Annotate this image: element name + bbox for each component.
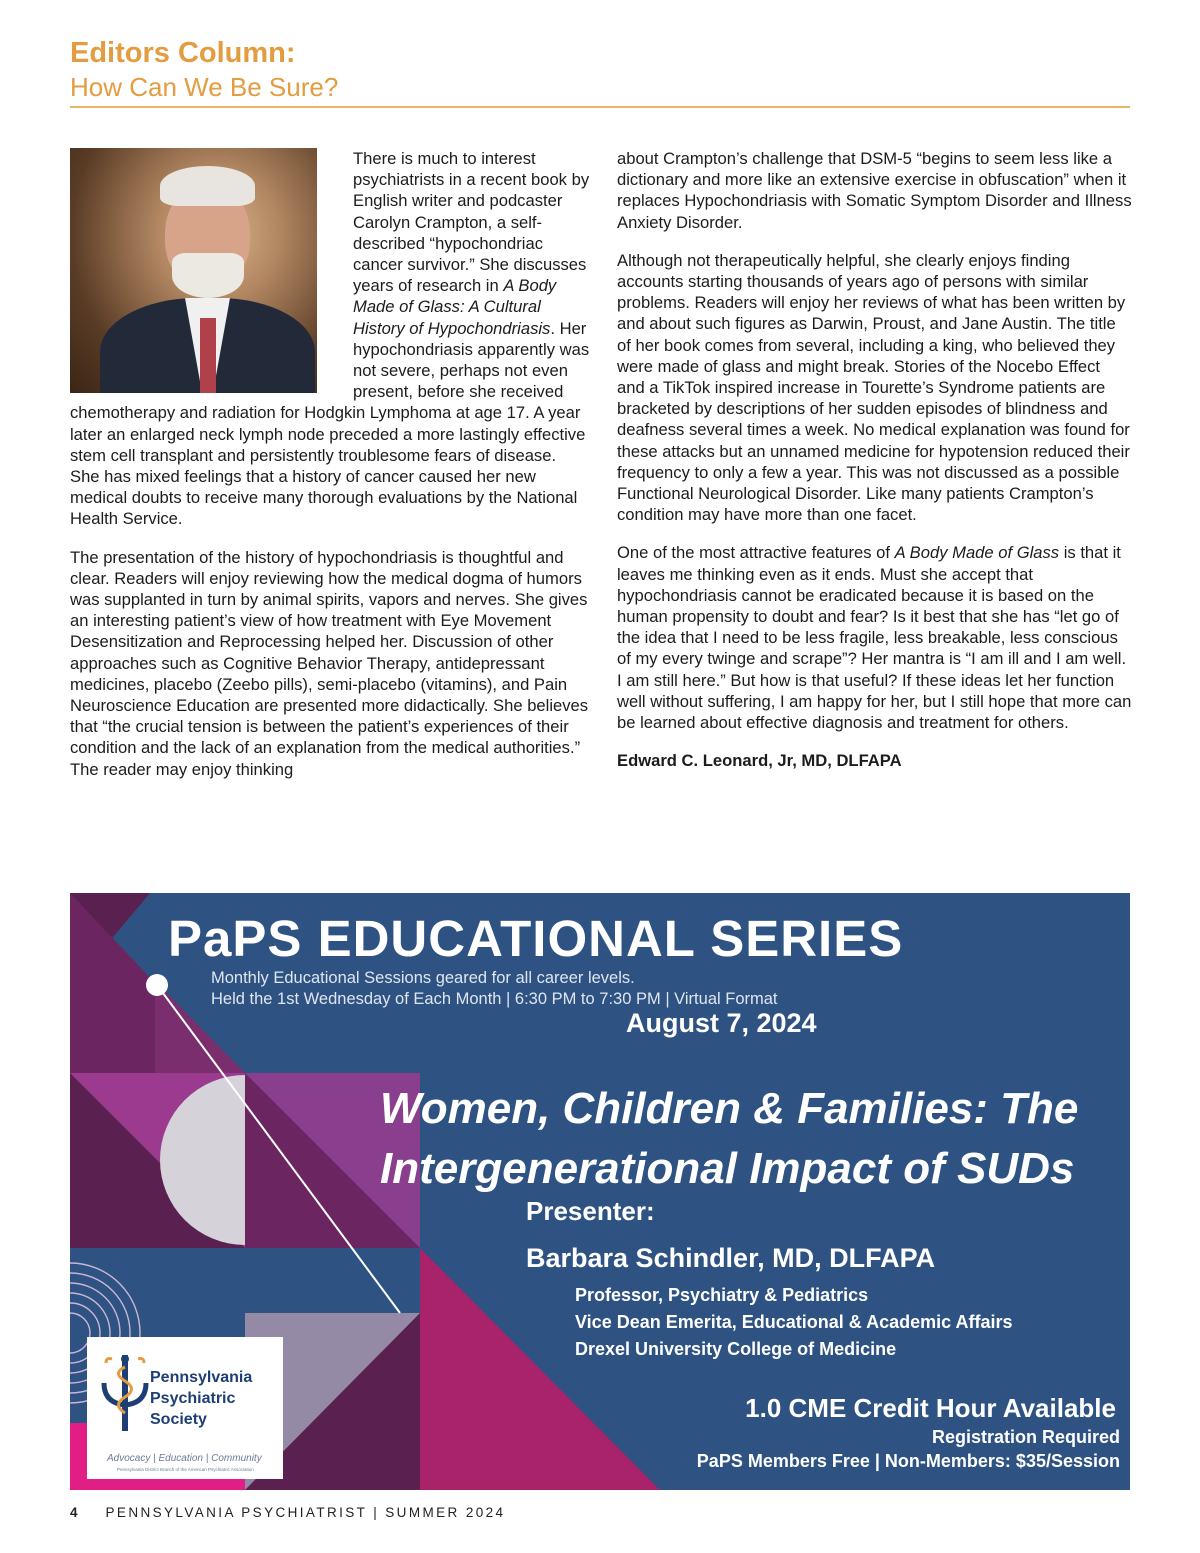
session-title-line-2: Intergenerational Impact of SUDs — [380, 1144, 1075, 1193]
presenter-role: Professor, Psychiatry & Pediatrics — [575, 1285, 869, 1305]
presenter-label: Presenter: — [526, 1196, 655, 1226]
right-paragraph — [617, 542, 1132, 733]
banner-subtitle-2: Held the 1st Wednesday of Each Month | 6:30 PM to 7:30 PM | Virtual Format — [211, 990, 778, 1008]
text-run: One of the most attractive features of — [617, 543, 895, 563]
presenter-role: Vice Dean Emerita, Educational & Academic Affairs — [575, 1312, 1013, 1332]
educational-series-banner — [70, 893, 1130, 1490]
photo-hair — [160, 166, 255, 206]
header-divider — [70, 106, 1130, 108]
article-right-column — [617, 148, 1132, 771]
book-title: A Body Made of Glass: A Cultural History of Hypochondriasis — [353, 276, 557, 338]
session-title-line-1: Women, Children & Families: The — [380, 1084, 1079, 1133]
photo-tie — [200, 318, 216, 393]
text-run: The presentation of the history of hypochondriasis is thoughtful and clear. Readers will enjoy reviewing how the medical dogma of humors was supplanted in turn by animal spirits, vapors and nerves. She gives an interesting patient’s view of how treatment with Eye Movement Desensitization and Reprocessing helped her. Discussion of other approaches such as Cognitive Behavior Therapy, antidepressant medicines, placebo (Zeebo pills), semi-placebo (vitamins), and Pain Neuroscience Education are presented more didactically. She believes that “the crucial tension is between the patient’s experiences of their condition and the lack of an explanation from the medical authorities.” The reader may enjoy thinking — [70, 547, 589, 779]
column-header — [70, 36, 1130, 104]
article-title: How Can We Be Sure? — [70, 72, 339, 102]
presenter-role: Drexel University College of Medicine — [575, 1339, 897, 1359]
logo-name-line: Psychiatric — [150, 1390, 236, 1407]
presenter-name: Barbara Schindler, MD, DLFAPA — [526, 1243, 936, 1273]
author-signature: Edward C. Leonard, Jr, MD, DLFAPA — [617, 751, 902, 771]
registration-note: Registration Required — [931, 1427, 1120, 1447]
author-photo — [70, 148, 317, 393]
text-run: . Her hypochondriasis apparently was not severe, perhaps not even present, before she received chemotherapy and radiation for Hodgkin Lymphoma at age 17. A year later an enlarged neck lymph node preceded a more lastingly effective stem cell transplant and persistently troublesome fears of disease. She has mixed feelings that a history of cancer caused her new medical doubts to receive many thorough evaluations by the National Health Service. — [70, 318, 590, 529]
logo-fine-print: Pennsylvania District Branch of the American Psychiatric Association — [117, 1467, 254, 1472]
session-date: August 7, 2024 — [626, 1008, 817, 1038]
session-title — [380, 1079, 1078, 1199]
page-footer — [70, 1505, 505, 1520]
logo-name-line: Pennsylvania — [150, 1369, 253, 1386]
caduceus-icon — [100, 1353, 150, 1433]
text-run: There is much to interest psychiatrists in a recent book by English writer and podcaster Carolyn Crampton, a self-described “hypochondriac cancer survivor.” She discusses years of research in — [353, 149, 590, 296]
article-left-column — [70, 148, 590, 797]
banner-title: PaPS EDUCATIONAL SERIES — [168, 910, 904, 967]
column-label: Editors Column: — [70, 37, 296, 69]
article-body — [70, 148, 1130, 848]
banner-subtitle-1: Monthly Educational Sessions geared for all career levels. — [211, 969, 635, 987]
book-title: A Body Made of Glass — [894, 543, 1060, 563]
page-number: 4 — [70, 1505, 78, 1520]
photo-beard — [172, 253, 244, 298]
logo-name-line: Society — [150, 1411, 207, 1428]
right-paragraph — [617, 148, 1132, 233]
text-run: about Crampton’s challenge that DSM-5 “begins to seem less like a dictionary and more like an extensive exercise in obfuscation” when it replaces Hypochondriasis with Somatic Symptom Disorder and Illness Anxiety Disorder. — [617, 149, 1132, 232]
left-paragraph — [70, 547, 590, 780]
fee-info: PaPS Members Free | Non-Members: $35/Session — [696, 1451, 1120, 1471]
publication-line: PENNSYLVANIA PSYCHIATRIST | SUMMER 2024 — [105, 1505, 506, 1520]
pps-logo — [87, 1337, 283, 1479]
cme-credit: 1.0 CME Credit Hour Available — [745, 1393, 1116, 1423]
logo-name — [150, 1367, 252, 1430]
text-run: Although not therapeutically helpful, she clearly enjoys finding accounts starting thousands of years ago of persons with similar problems. Readers will enjoy her reviews of what has been written by and about such figures as Darwin, Proust, and Jane Austin. The title of her book comes from several, including a king, who believed they were made of glass and might break. Stories of the Nocebo Effect and a TikTok inspired increase in Tourette’s Syndrome patients are bracketed by descriptions of her sudden episodes of blindness and deafness several times a week. No medical explanation was found for these attacks but an unnamed medicine for hypotension reduced their frequency to only a few a year. This was not discussed as a possible Functional Neurological Disorder. Like many patients Crampton’s condition may have more than one facet. — [617, 250, 1130, 525]
logo-tagline: Advocacy | Education | Community — [107, 1453, 262, 1464]
right-paragraph — [617, 250, 1132, 526]
text-run: is that it leaves me thinking even as it ends. Must she accept that hypochondriasis cannot be eradicated because it is based on the human propensity to doubt and fear? Is it best that she has “let go of the idea that I need to be less fragile, less breakable, less conscious of my every twinge and scrape”? Her mantra is “I am ill and I am well. I am still here.” But how is that useful? If these ideas let her function well without suffering, I am happy for her, but I still hope that more can be learned about effective diagnosis and treatment for others. — [617, 543, 1132, 733]
